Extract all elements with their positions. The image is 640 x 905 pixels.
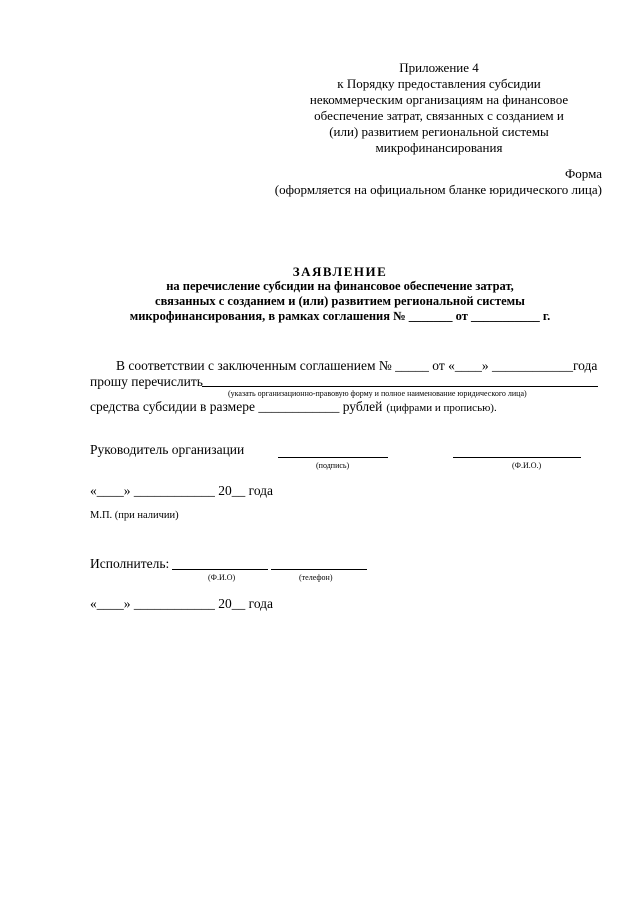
- appendix-line: некоммерческим организациям на финансовое: [309, 92, 569, 107]
- signature-hint: (подпись): [316, 461, 350, 470]
- appendix-line: Приложение 4: [399, 60, 479, 75]
- executor-label: Исполнитель:: [90, 556, 170, 571]
- date-line-1: «____» ____________ 20__ года: [90, 483, 274, 498]
- organization-name-line: [202, 386, 598, 387]
- executor-name-hint: (Ф.И.О): [208, 573, 236, 582]
- amount-note: (цифрами и прописью).: [386, 402, 497, 414]
- head-label: Руководитель организации: [90, 442, 245, 457]
- appendix-line: микрофинансирования: [375, 140, 503, 155]
- body-line-agreement: В соответствии с заключенным соглашением № _____ от «____» ____________года: [116, 358, 598, 373]
- executor-name-line: [172, 569, 268, 570]
- amount-text: средства субсидии в размере ____________ рублей: [90, 399, 383, 414]
- appendix-header: [300, 60, 578, 156]
- body-line-request: прошу перечислить: [90, 374, 203, 389]
- stamp-note: М.П. (при наличии): [90, 510, 179, 521]
- executor-phone-line: [271, 569, 367, 570]
- form-note: (оформляется на официальном бланке юридического лица): [274, 182, 602, 197]
- body-line-amount: [90, 398, 497, 416]
- signature-line: [278, 457, 388, 458]
- appendix-line: (или) развитием региональной системы: [329, 124, 549, 139]
- head-name-line: [453, 457, 581, 458]
- date-line-2: «____» ____________ 20__ года: [90, 596, 274, 611]
- appendix-line: обеспечение затрат, связанных с созданием и: [314, 108, 564, 123]
- title-line: на перечисление субсидии на финансовое обеспечение затрат,: [166, 279, 514, 293]
- organization-hint: (указать организационно-правовую форму и полное наименование юридического лица): [228, 389, 527, 398]
- title-heading: ЗАЯВЛЕНИЕ: [292, 264, 388, 279]
- head-name-hint: (Ф.И.О.): [512, 461, 542, 470]
- document-title: [80, 264, 600, 324]
- appendix-line: к Порядку предоставления субсидии: [337, 76, 541, 91]
- form-label: Форма: [565, 166, 602, 181]
- executor-phone-hint: (телефон): [299, 573, 333, 582]
- title-line: микрофинансирования, в рамках соглашения № _______ от ___________ г.: [129, 309, 551, 323]
- title-line: связанных с созданием и (или) развитием региональной системы: [155, 294, 525, 308]
